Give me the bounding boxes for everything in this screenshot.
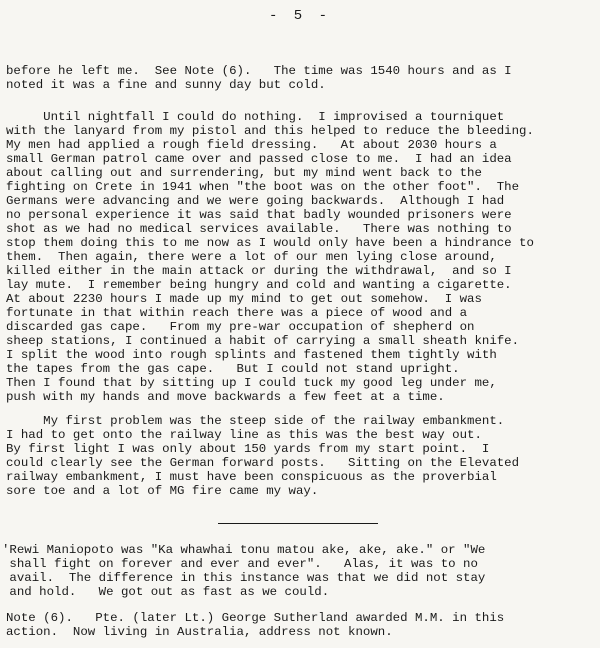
text-line: before he left me. See Note (6). The time was 1540 hours and as I [6,64,512,78]
text-line: no personal experience it was said that badly wounded prisoners were [6,208,512,222]
text-line: stop them doing this to me now as I would only have been a hindrance to [6,236,534,250]
text-line: small German patrol came over and passed close to me. I had an idea [6,152,512,166]
text-line: Until nightfall I could do nothing. I improvised a tourniquet [6,110,505,124]
text-line: 'Rewi Maniopoto was "Ka whawhai tonu matou ake, ake, ake." or "We [2,543,486,557]
paragraph-3 [6,414,596,498]
footnote-separator [218,523,378,524]
text-line: fighting on Crete in 1941 when "the boot was on the other foot". The [6,180,520,194]
text-line: noted it was a fine and sunny day but cold. [6,78,326,92]
text-line: them. Then again, there were a lot of our men lying close around, [6,250,497,264]
paragraph-1 [6,64,596,92]
text-line: could clearly see the German forward posts. Sitting on the Elevated [6,456,520,470]
text-line: avail. The difference in this instance was that we did not stay [2,571,486,585]
text-line: shall fight on forever and ever and ever". Alas, it was to no [2,557,478,571]
text-line: with the lanyard from my pistol and this helped to reduce the bleeding. [6,124,534,138]
text-line: the tapes from the gas cape. But I could not stand upright. [6,362,460,376]
text-line: fortunate in that within reach there was a piece of wood and a [6,306,468,320]
text-line: My men had applied a rough field dressing. At about 2030 hours a [6,138,497,152]
text-line: sheep stations, I continued a habit of carrying a small sheath knife. [6,334,520,348]
paragraph-2 [6,110,596,404]
text-line: By first light I was only about 150 yards from my start point. I [6,442,490,456]
text-line: sore toe and a lot of MG fire came my way. [6,484,319,498]
text-line: and hold. We got out as fast as we could. [2,585,330,599]
text-line: At about 2230 hours I made up my mind to get out somehow. I was [6,292,482,306]
footnote-rewi [2,543,592,599]
text-line: about calling out and surrendering, but my mind went back to the [6,166,482,180]
text-line: shot as we had no medical services available. There was nothing to [6,222,512,236]
text-line: killed either in the main attack or during the withdrawal, and so I [6,264,512,278]
text-line: railway embankment, I must have been conspicuous as the proverbial [6,470,497,484]
footnote-note-6 [6,611,596,639]
text-line: Germans were advancing and we were going backwards. Although I had [6,194,505,208]
text-line: action. Now living in Australia, address not known. [6,625,393,639]
text-line: Then I found that by sitting up I could tuck my good leg under me, [6,376,497,390]
text-line: lay mute. I remember being hungry and cold and wanting a cigarette. [6,278,512,292]
page-number: - 5 - [268,8,331,24]
text-line: I split the wood into rough splints and fastened them tightly with [6,348,497,362]
text-line: I had to get onto the railway line as this was the best way out. [6,428,482,442]
text-line: My first problem was the steep side of the railway embankment. [6,414,505,428]
text-line: push with my hands and move backwards a few feet at a time. [6,390,445,404]
text-line: Note (6). Pte. (later Lt.) George Sutherland awarded M.M. in this [6,611,505,625]
text-line: discarded gas cape. From my pre-war occupation of shepherd on [6,320,475,334]
